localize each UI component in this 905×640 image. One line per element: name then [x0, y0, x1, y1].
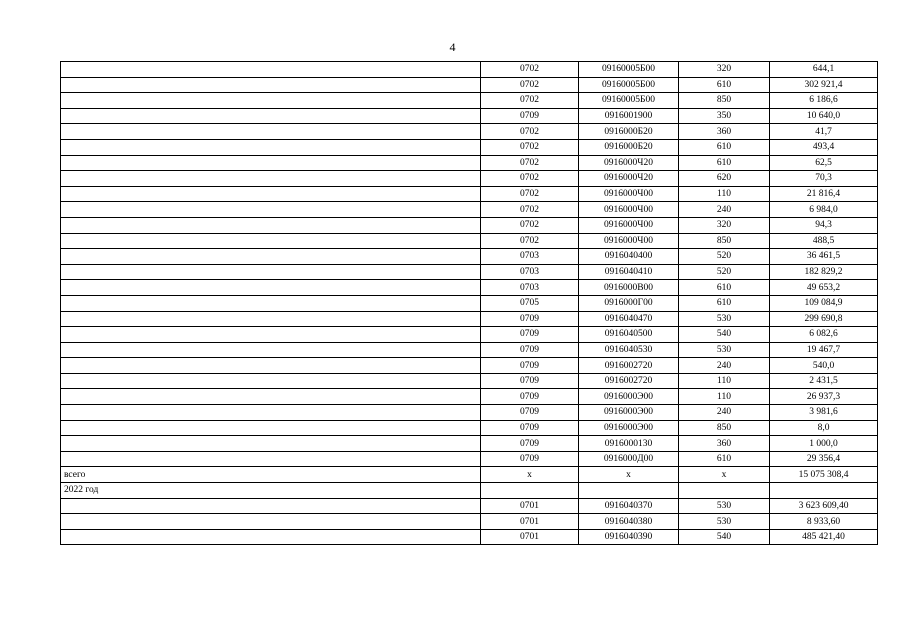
- table-row: [61, 186, 878, 202]
- section-code-cell: 0709: [481, 420, 579, 436]
- section-code-cell: 0701: [481, 498, 579, 514]
- expense-type-cell: 350: [679, 108, 770, 124]
- target-article-cell: 0916001900: [579, 108, 679, 124]
- row-name-cell: [61, 124, 481, 140]
- target-article-cell: 0916000Э00: [579, 420, 679, 436]
- row-name-cell: 2022 год: [61, 483, 481, 499]
- table-row: [61, 249, 878, 265]
- section-code-cell: 0709: [481, 311, 579, 327]
- row-name-cell: всего: [61, 467, 481, 483]
- target-article-cell: 0916040470: [579, 311, 679, 327]
- expense-type-cell: 530: [679, 311, 770, 327]
- row-name-cell: [61, 342, 481, 358]
- expense-type-cell: 620: [679, 171, 770, 187]
- row-name-cell: [61, 233, 481, 249]
- expense-type-cell: 540: [679, 327, 770, 343]
- section-code-cell: 0705: [481, 295, 579, 311]
- section-code-cell: 0702: [481, 217, 579, 233]
- amount-cell: 41,7: [770, 124, 878, 140]
- table-row: [61, 202, 878, 218]
- target-article-cell: 0916040500: [579, 327, 679, 343]
- amount-cell: 6 186,6: [770, 93, 878, 109]
- amount-cell: 29 356,4: [770, 451, 878, 467]
- amount-cell: 644,1: [770, 62, 878, 78]
- amount-cell: 488,5: [770, 233, 878, 249]
- table-row: [61, 389, 878, 405]
- expense-type-cell: 610: [679, 139, 770, 155]
- target-article-cell: 0916040370: [579, 498, 679, 514]
- table-row: [61, 171, 878, 187]
- amount-cell: 182 829,2: [770, 264, 878, 280]
- target-article-cell: 0916000Г00: [579, 295, 679, 311]
- table-row: [61, 311, 878, 327]
- section-code-cell: 0702: [481, 93, 579, 109]
- target-article-cell: 0916002720: [579, 358, 679, 374]
- target-article-cell: 0916040530: [579, 342, 679, 358]
- target-article-cell: 0916000Ч20: [579, 171, 679, 187]
- row-name-cell: [61, 93, 481, 109]
- target-article-cell: 0916040410: [579, 264, 679, 280]
- amount-cell: 6 984,0: [770, 202, 878, 218]
- row-name-cell: [61, 77, 481, 93]
- section-code-cell: 0709: [481, 358, 579, 374]
- amount-cell: 49 653,2: [770, 280, 878, 296]
- section-code-cell: 0701: [481, 529, 579, 545]
- expense-type-cell: 360: [679, 436, 770, 452]
- table-row: [61, 108, 878, 124]
- table-row: [61, 342, 878, 358]
- expense-type-cell: 610: [679, 155, 770, 171]
- expense-type-cell: [679, 483, 770, 499]
- amount-cell: 540,0: [770, 358, 878, 374]
- section-code-cell: 0702: [481, 77, 579, 93]
- expense-type-cell: 530: [679, 342, 770, 358]
- row-name-cell: [61, 264, 481, 280]
- table-row: [61, 420, 878, 436]
- target-article-cell: 09160005Б00: [579, 77, 679, 93]
- target-article-cell: 0916000Б20: [579, 124, 679, 140]
- row-name-cell: [61, 311, 481, 327]
- row-name-cell: [61, 155, 481, 171]
- expense-type-cell: 610: [679, 451, 770, 467]
- amount-cell: [770, 483, 878, 499]
- row-name-cell: [61, 358, 481, 374]
- amount-cell: 485 421,40: [770, 529, 878, 545]
- amount-cell: 493,4: [770, 139, 878, 155]
- row-name-cell: [61, 186, 481, 202]
- row-name-cell: [61, 389, 481, 405]
- expense-type-cell: 610: [679, 77, 770, 93]
- target-article-cell: 0916040400: [579, 249, 679, 265]
- table-row: [61, 155, 878, 171]
- row-name-cell: [61, 62, 481, 78]
- budget-table: [60, 61, 878, 545]
- amount-cell: 8 933,60: [770, 514, 878, 530]
- table-row: [61, 373, 878, 389]
- section-code-cell: 0709: [481, 373, 579, 389]
- table-row: [61, 514, 878, 530]
- row-name-cell: [61, 295, 481, 311]
- expense-type-cell: 530: [679, 498, 770, 514]
- section-code-cell: 0701: [481, 514, 579, 530]
- amount-cell: 10 640,0: [770, 108, 878, 124]
- row-name-cell: [61, 280, 481, 296]
- section-code-cell: 0702: [481, 171, 579, 187]
- expense-type-cell: 610: [679, 280, 770, 296]
- amount-cell: 26 937,3: [770, 389, 878, 405]
- target-article-cell: 09160005Б00: [579, 62, 679, 78]
- expense-type-cell: 110: [679, 389, 770, 405]
- amount-cell: 299 690,8: [770, 311, 878, 327]
- target-article-cell: 0916000Ч00: [579, 233, 679, 249]
- table-row: [61, 124, 878, 140]
- amount-cell: 70,3: [770, 171, 878, 187]
- amount-cell: 109 084,9: [770, 295, 878, 311]
- target-article-cell: 0916000Ч00: [579, 217, 679, 233]
- table-row: [61, 280, 878, 296]
- row-name-cell: [61, 249, 481, 265]
- expense-type-cell: 360: [679, 124, 770, 140]
- expense-type-cell: 240: [679, 358, 770, 374]
- expense-type-cell: 520: [679, 249, 770, 265]
- target-article-cell: 0916000130: [579, 436, 679, 452]
- section-code-cell: 0703: [481, 249, 579, 265]
- amount-cell: 94,3: [770, 217, 878, 233]
- target-article-cell: 0916000Д00: [579, 451, 679, 467]
- section-code-cell: 0709: [481, 436, 579, 452]
- expense-type-cell: 110: [679, 186, 770, 202]
- table-row: [61, 62, 878, 78]
- table-row: [61, 436, 878, 452]
- section-code-cell: 0702: [481, 155, 579, 171]
- expense-type-cell: 320: [679, 62, 770, 78]
- target-article-cell: 0916000Ч00: [579, 202, 679, 218]
- row-name-cell: [61, 514, 481, 530]
- table-row: [61, 233, 878, 249]
- section-code-cell: х: [481, 467, 579, 483]
- amount-cell: 3 981,6: [770, 405, 878, 421]
- section-code-cell: 0709: [481, 108, 579, 124]
- target-article-cell: 0916000Э00: [579, 389, 679, 405]
- amount-cell: 2 431,5: [770, 373, 878, 389]
- row-name-cell: [61, 529, 481, 545]
- amount-cell: 3 623 609,40: [770, 498, 878, 514]
- section-code-cell: 0709: [481, 451, 579, 467]
- row-name-cell: [61, 217, 481, 233]
- row-name-cell: [61, 139, 481, 155]
- table-row: [61, 139, 878, 155]
- budget-table-body: [61, 62, 878, 545]
- table-row: [61, 77, 878, 93]
- table-row: [61, 483, 878, 499]
- table-row: [61, 358, 878, 374]
- section-code-cell: 0703: [481, 280, 579, 296]
- expense-type-cell: 850: [679, 233, 770, 249]
- table-row: [61, 451, 878, 467]
- row-name-cell: [61, 108, 481, 124]
- table-row: [61, 295, 878, 311]
- table-row: [61, 405, 878, 421]
- target-article-cell: 09160005Б00: [579, 93, 679, 109]
- expense-type-cell: 850: [679, 93, 770, 109]
- section-code-cell: 0709: [481, 327, 579, 343]
- table-row: [61, 93, 878, 109]
- amount-cell: 6 082,6: [770, 327, 878, 343]
- row-name-cell: [61, 171, 481, 187]
- expense-type-cell: 530: [679, 514, 770, 530]
- row-name-cell: [61, 373, 481, 389]
- row-name-cell: [61, 436, 481, 452]
- target-article-cell: 0916000Ч20: [579, 155, 679, 171]
- target-article-cell: х: [579, 467, 679, 483]
- target-article-cell: 0916002720: [579, 373, 679, 389]
- section-code-cell: 0702: [481, 139, 579, 155]
- table-row: [61, 467, 878, 483]
- section-code-cell: 0702: [481, 233, 579, 249]
- target-article-cell: 0916000Ч00: [579, 186, 679, 202]
- target-article-cell: 0916040380: [579, 514, 679, 530]
- table-row: [61, 217, 878, 233]
- page-number: 4: [449, 40, 456, 54]
- expense-type-cell: 610: [679, 295, 770, 311]
- section-code-cell: 0702: [481, 124, 579, 140]
- section-code-cell: 0702: [481, 62, 579, 78]
- expense-type-cell: 850: [679, 420, 770, 436]
- target-article-cell: 0916000В00: [579, 280, 679, 296]
- section-code-cell: 0702: [481, 186, 579, 202]
- amount-cell: 8,0: [770, 420, 878, 436]
- amount-cell: 21 816,4: [770, 186, 878, 202]
- table-row: [61, 327, 878, 343]
- row-name-cell: [61, 202, 481, 218]
- expense-type-cell: 520: [679, 264, 770, 280]
- section-code-cell: 0709: [481, 342, 579, 358]
- row-name-cell: [61, 327, 481, 343]
- row-name-cell: [61, 498, 481, 514]
- section-code-cell: 0709: [481, 405, 579, 421]
- section-code-cell: 0702: [481, 202, 579, 218]
- expense-type-cell: 320: [679, 217, 770, 233]
- section-code-cell: 0703: [481, 264, 579, 280]
- section-code-cell: 0709: [481, 389, 579, 405]
- amount-cell: 302 921,4: [770, 77, 878, 93]
- table-row: [61, 498, 878, 514]
- section-code-cell: [481, 483, 579, 499]
- amount-cell: 62,5: [770, 155, 878, 171]
- target-article-cell: 0916000Б20: [579, 139, 679, 155]
- table-row: [61, 529, 878, 545]
- expense-type-cell: 540: [679, 529, 770, 545]
- row-name-cell: [61, 451, 481, 467]
- expense-type-cell: х: [679, 467, 770, 483]
- amount-cell: 15 075 308,4: [770, 467, 878, 483]
- target-article-cell: [579, 483, 679, 499]
- amount-cell: 36 461,5: [770, 249, 878, 265]
- expense-type-cell: 240: [679, 202, 770, 218]
- target-article-cell: 0916040390: [579, 529, 679, 545]
- expense-type-cell: 110: [679, 373, 770, 389]
- target-article-cell: 0916000Э00: [579, 405, 679, 421]
- row-name-cell: [61, 420, 481, 436]
- row-name-cell: [61, 405, 481, 421]
- amount-cell: 19 467,7: [770, 342, 878, 358]
- amount-cell: 1 000,0: [770, 436, 878, 452]
- table-row: [61, 264, 878, 280]
- expense-type-cell: 240: [679, 405, 770, 421]
